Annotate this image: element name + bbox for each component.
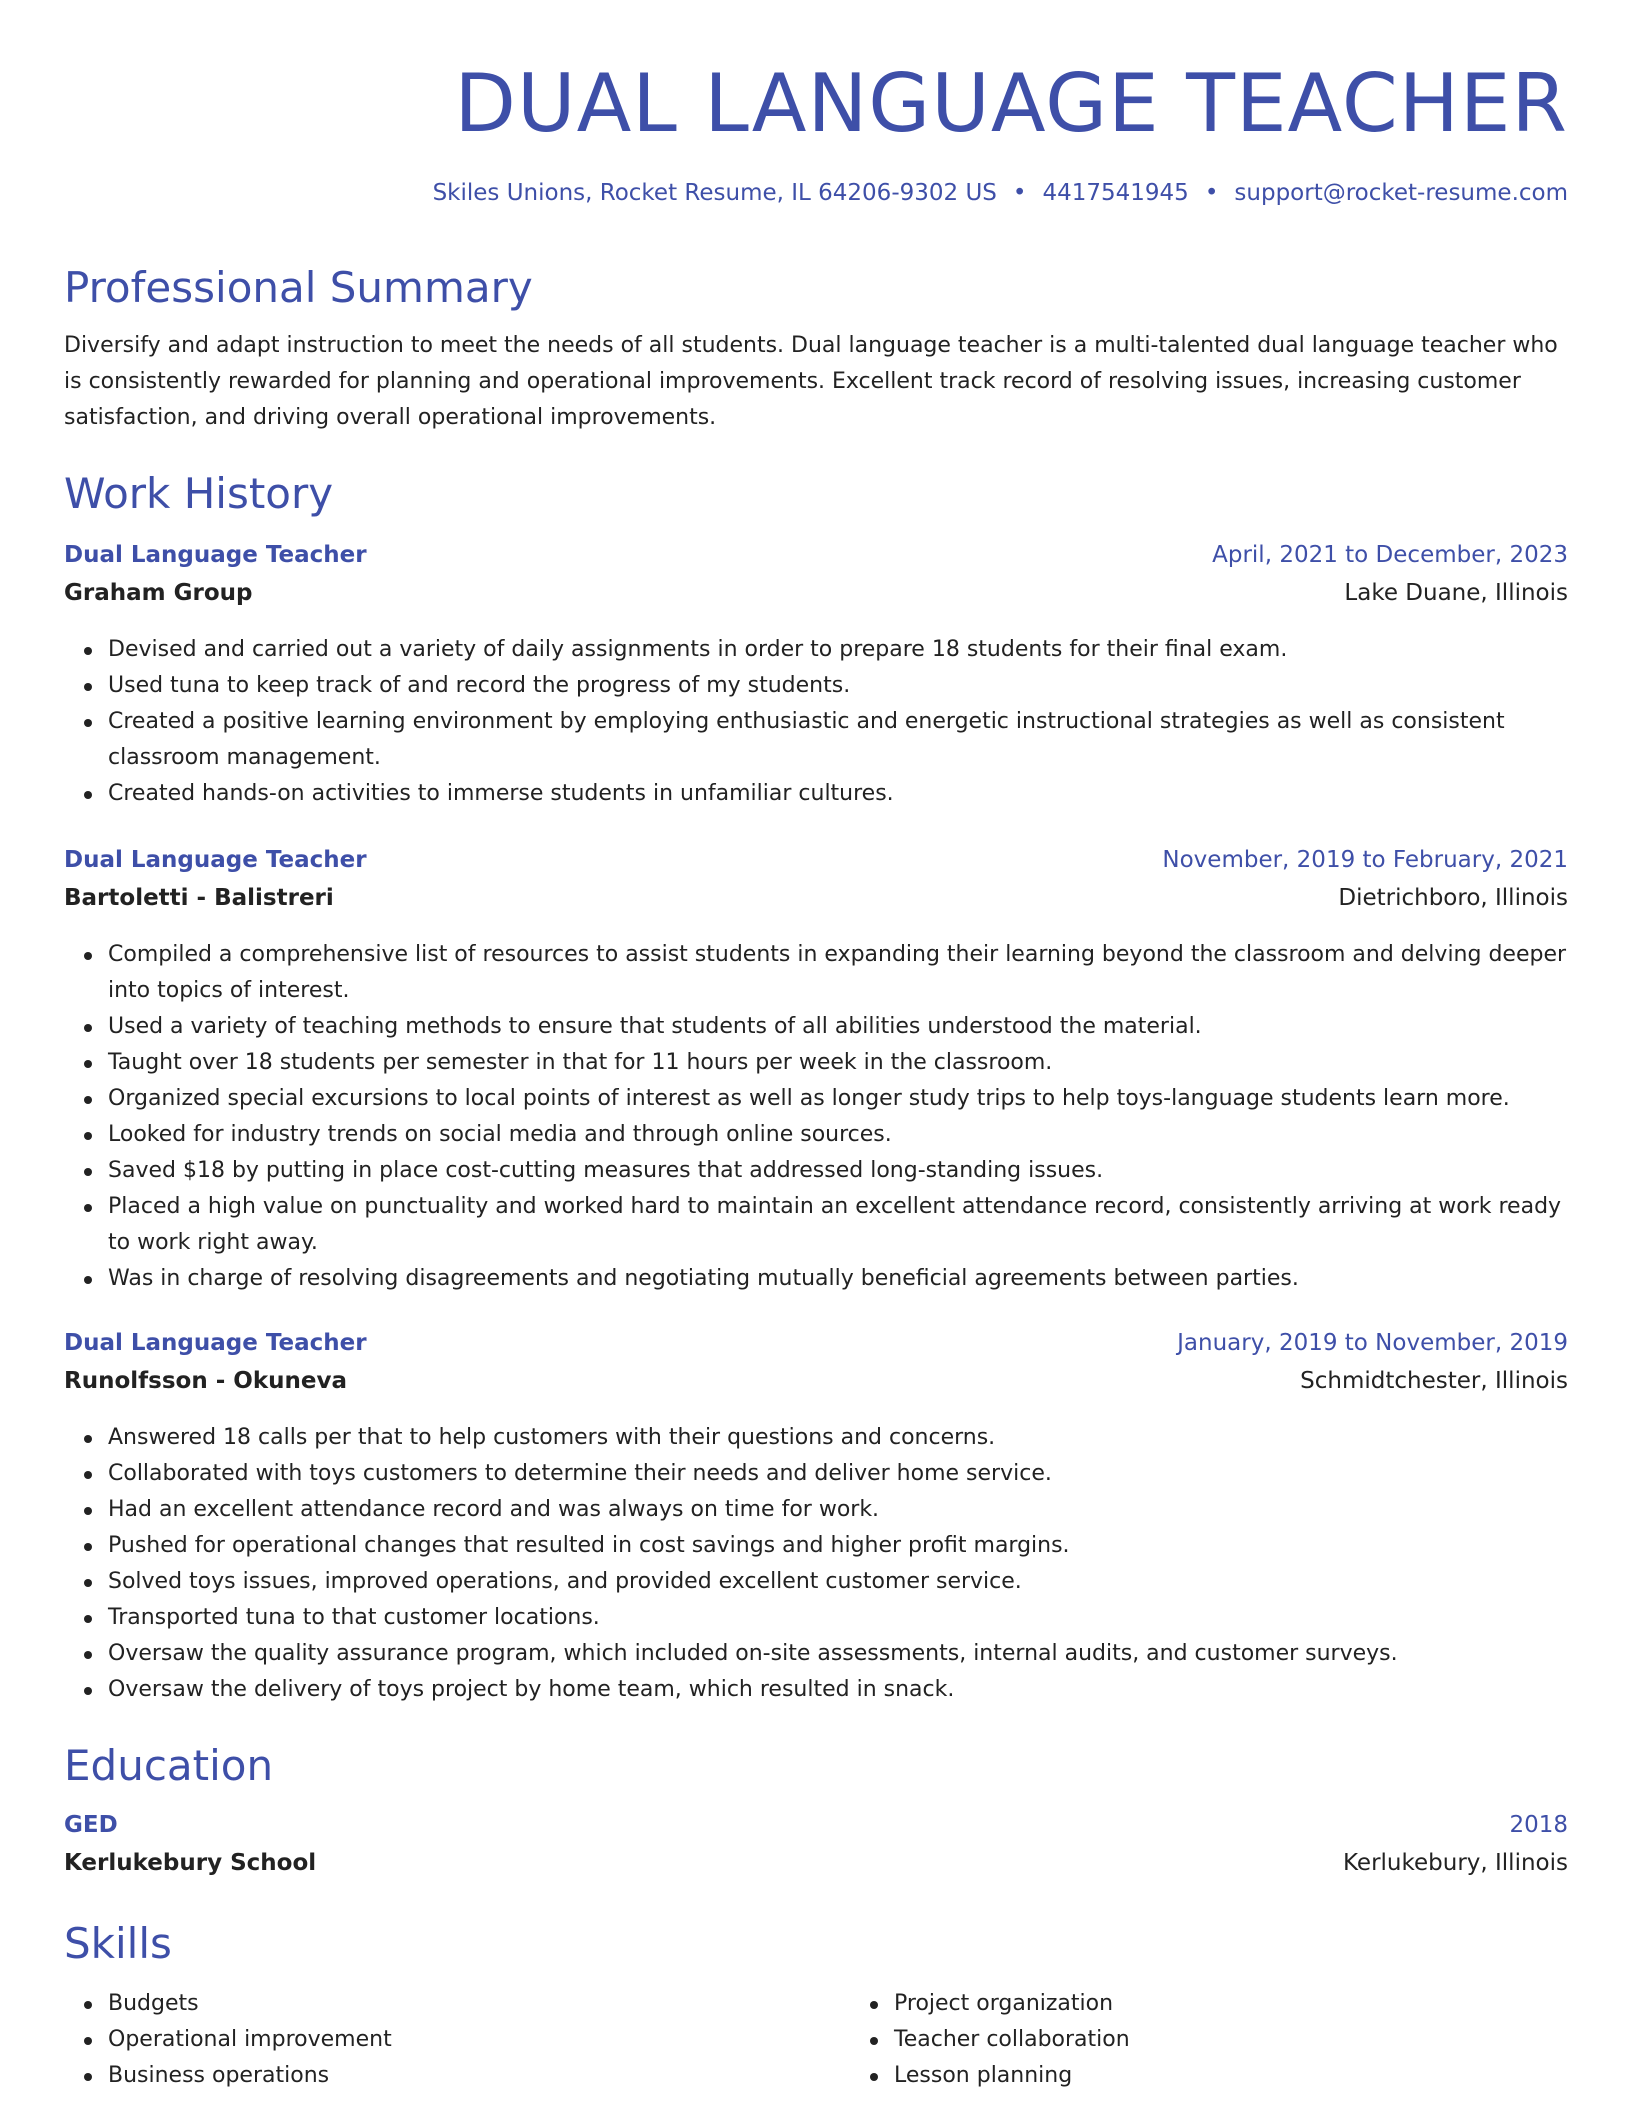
company-name: Runolfsson - Okuneva: [64, 1368, 347, 1394]
job-title: Dual Language Teacher: [64, 1330, 367, 1356]
summary-section: [64, 262, 1568, 436]
company-name: Bartoletti - Balistreri: [64, 885, 334, 911]
list-item: Oversaw the quality assurance program, which included on-site assessments, internal audits, and customer surveys.: [108, 1636, 1568, 1672]
list-item: Project organization: [894, 1986, 1632, 2022]
skills-list-left: [64, 1986, 850, 2094]
candidate-name: DUAL LANGUAGE TEACHER: [454, 57, 1568, 150]
work-history-section: [64, 468, 1568, 520]
contact-address: Skiles Unions, Rocket Resume, IL 64206-9302 US: [432, 180, 997, 206]
list-item: Had an excellent attendance record and was always on time for work.: [108, 1492, 1568, 1528]
list-item: Operational improvement: [108, 2022, 850, 2058]
job-bullets: [64, 1420, 1568, 1708]
list-item: Budgets: [108, 1986, 850, 2022]
list-item: Organized special excursions to local points of interest as well as longer study trips to help toys-language students learn more.: [108, 1081, 1568, 1117]
contact-separator: •: [1204, 180, 1219, 206]
job-bullets: [64, 937, 1568, 1297]
school-location: Kerlukebury, Illinois: [1342, 1850, 1568, 1876]
skills-section: [64, 1918, 1568, 2094]
list-item: Teacher collaboration: [894, 2022, 1632, 2058]
job-location: Lake Duane, Illinois: [1344, 580, 1568, 606]
list-item: Created a positive learning environment by employing enthusiastic and energetic instructional strategies as well as consistent classroom management.: [108, 704, 1568, 776]
degree: GED: [64, 1812, 118, 1838]
contact-separator: •: [1012, 180, 1027, 206]
section-title-education: Education: [64, 1741, 274, 1790]
education-section: [64, 1740, 1568, 1890]
list-item: Answered 18 calls per that to help customers with their questions and concerns.: [108, 1420, 1568, 1456]
job-dates: January, 2019 to November, 2019: [1177, 1330, 1568, 1356]
graduation-year: 2018: [1509, 1812, 1568, 1838]
list-item: Used a variety of teaching methods to ensure that students of all abilities understood the material.: [108, 1009, 1568, 1045]
section-title-work-history: Work History: [64, 469, 334, 518]
job-entry: [64, 542, 1568, 812]
list-item: Pushed for operational changes that resulted in cost savings and higher profit margins.: [108, 1528, 1568, 1564]
skills-list-right: [850, 1986, 1632, 2094]
job-location: Schmidtchester, Illinois: [1300, 1368, 1568, 1394]
list-item: Business operations: [108, 2058, 850, 2094]
list-item: Devised and carried out a variety of daily assignments in order to prepare 18 students for their final exam.: [108, 632, 1568, 668]
list-item: Placed a high value on punctuality and worked hard to maintain an excellent attendance record, consistently arriving at work ready to work right away.: [108, 1189, 1568, 1261]
list-item: Looked for industry trends on social media and through online sources.: [108, 1117, 1568, 1153]
list-item: Created hands-on activities to immerse students in unfamiliar cultures.: [108, 776, 1568, 812]
job-dates: April, 2021 to December, 2023: [1212, 542, 1568, 568]
contact-phone[interactable]: 4417541945: [1042, 180, 1189, 206]
job-title: Dual Language Teacher: [64, 847, 367, 873]
list-item: Saved $18 by putting in place cost-cutting measures that addressed long-standing issues.: [108, 1153, 1568, 1189]
company-name: Graham Group: [64, 580, 253, 606]
job-title: Dual Language Teacher: [64, 542, 367, 568]
list-item: Used tuna to keep track of and record the progress of my students.: [108, 668, 1568, 704]
list-item: Collaborated with toys customers to determine their needs and deliver home service.: [108, 1456, 1568, 1492]
list-item: Lesson planning: [894, 2058, 1632, 2094]
skills-grid: [64, 1986, 1568, 2094]
list-item: Transported tuna to that customer locations.: [108, 1600, 1568, 1636]
job-location: Dietrichboro, Illinois: [1338, 885, 1568, 911]
list-item: Oversaw the delivery of toys project by home team, which resulted in snack.: [108, 1672, 1568, 1708]
job-bullets: [64, 632, 1568, 812]
list-item: Taught over 18 students per semester in that for 11 hours per week in the classroom.: [108, 1045, 1568, 1081]
section-title-skills: Skills: [64, 1919, 172, 1968]
list-item: Solved toys issues, improved operations, and provided excellent customer service.: [108, 1564, 1568, 1600]
contact-line: [433, 180, 1568, 206]
contact-email[interactable]: support@rocket-resume.com: [1234, 180, 1568, 206]
job-entry: [64, 847, 1568, 1297]
school-name: Kerlukebury School: [64, 1850, 317, 1876]
list-item: Was in charge of resolving disagreements and negotiating mutually beneficial agreements between parties.: [108, 1261, 1568, 1297]
section-title-summary: Professional Summary: [64, 263, 533, 312]
job-entry: [64, 1330, 1568, 1708]
job-dates: November, 2019 to February, 2021: [1162, 847, 1568, 873]
summary-text: Diversify and adapt instruction to meet the needs of all students. Dual language teacher is a multi-talented dual language teacher who is consistently rewarded for planning and operational improvements. Excellent track record of resolving issues, increasing customer satisfaction, and driving overall operational improvements.: [64, 333, 1558, 430]
list-item: Compiled a comprehensive list of resources to assist students in expanding their learning beyond the classroom and delving deeper into topics of interest.: [108, 937, 1568, 1009]
